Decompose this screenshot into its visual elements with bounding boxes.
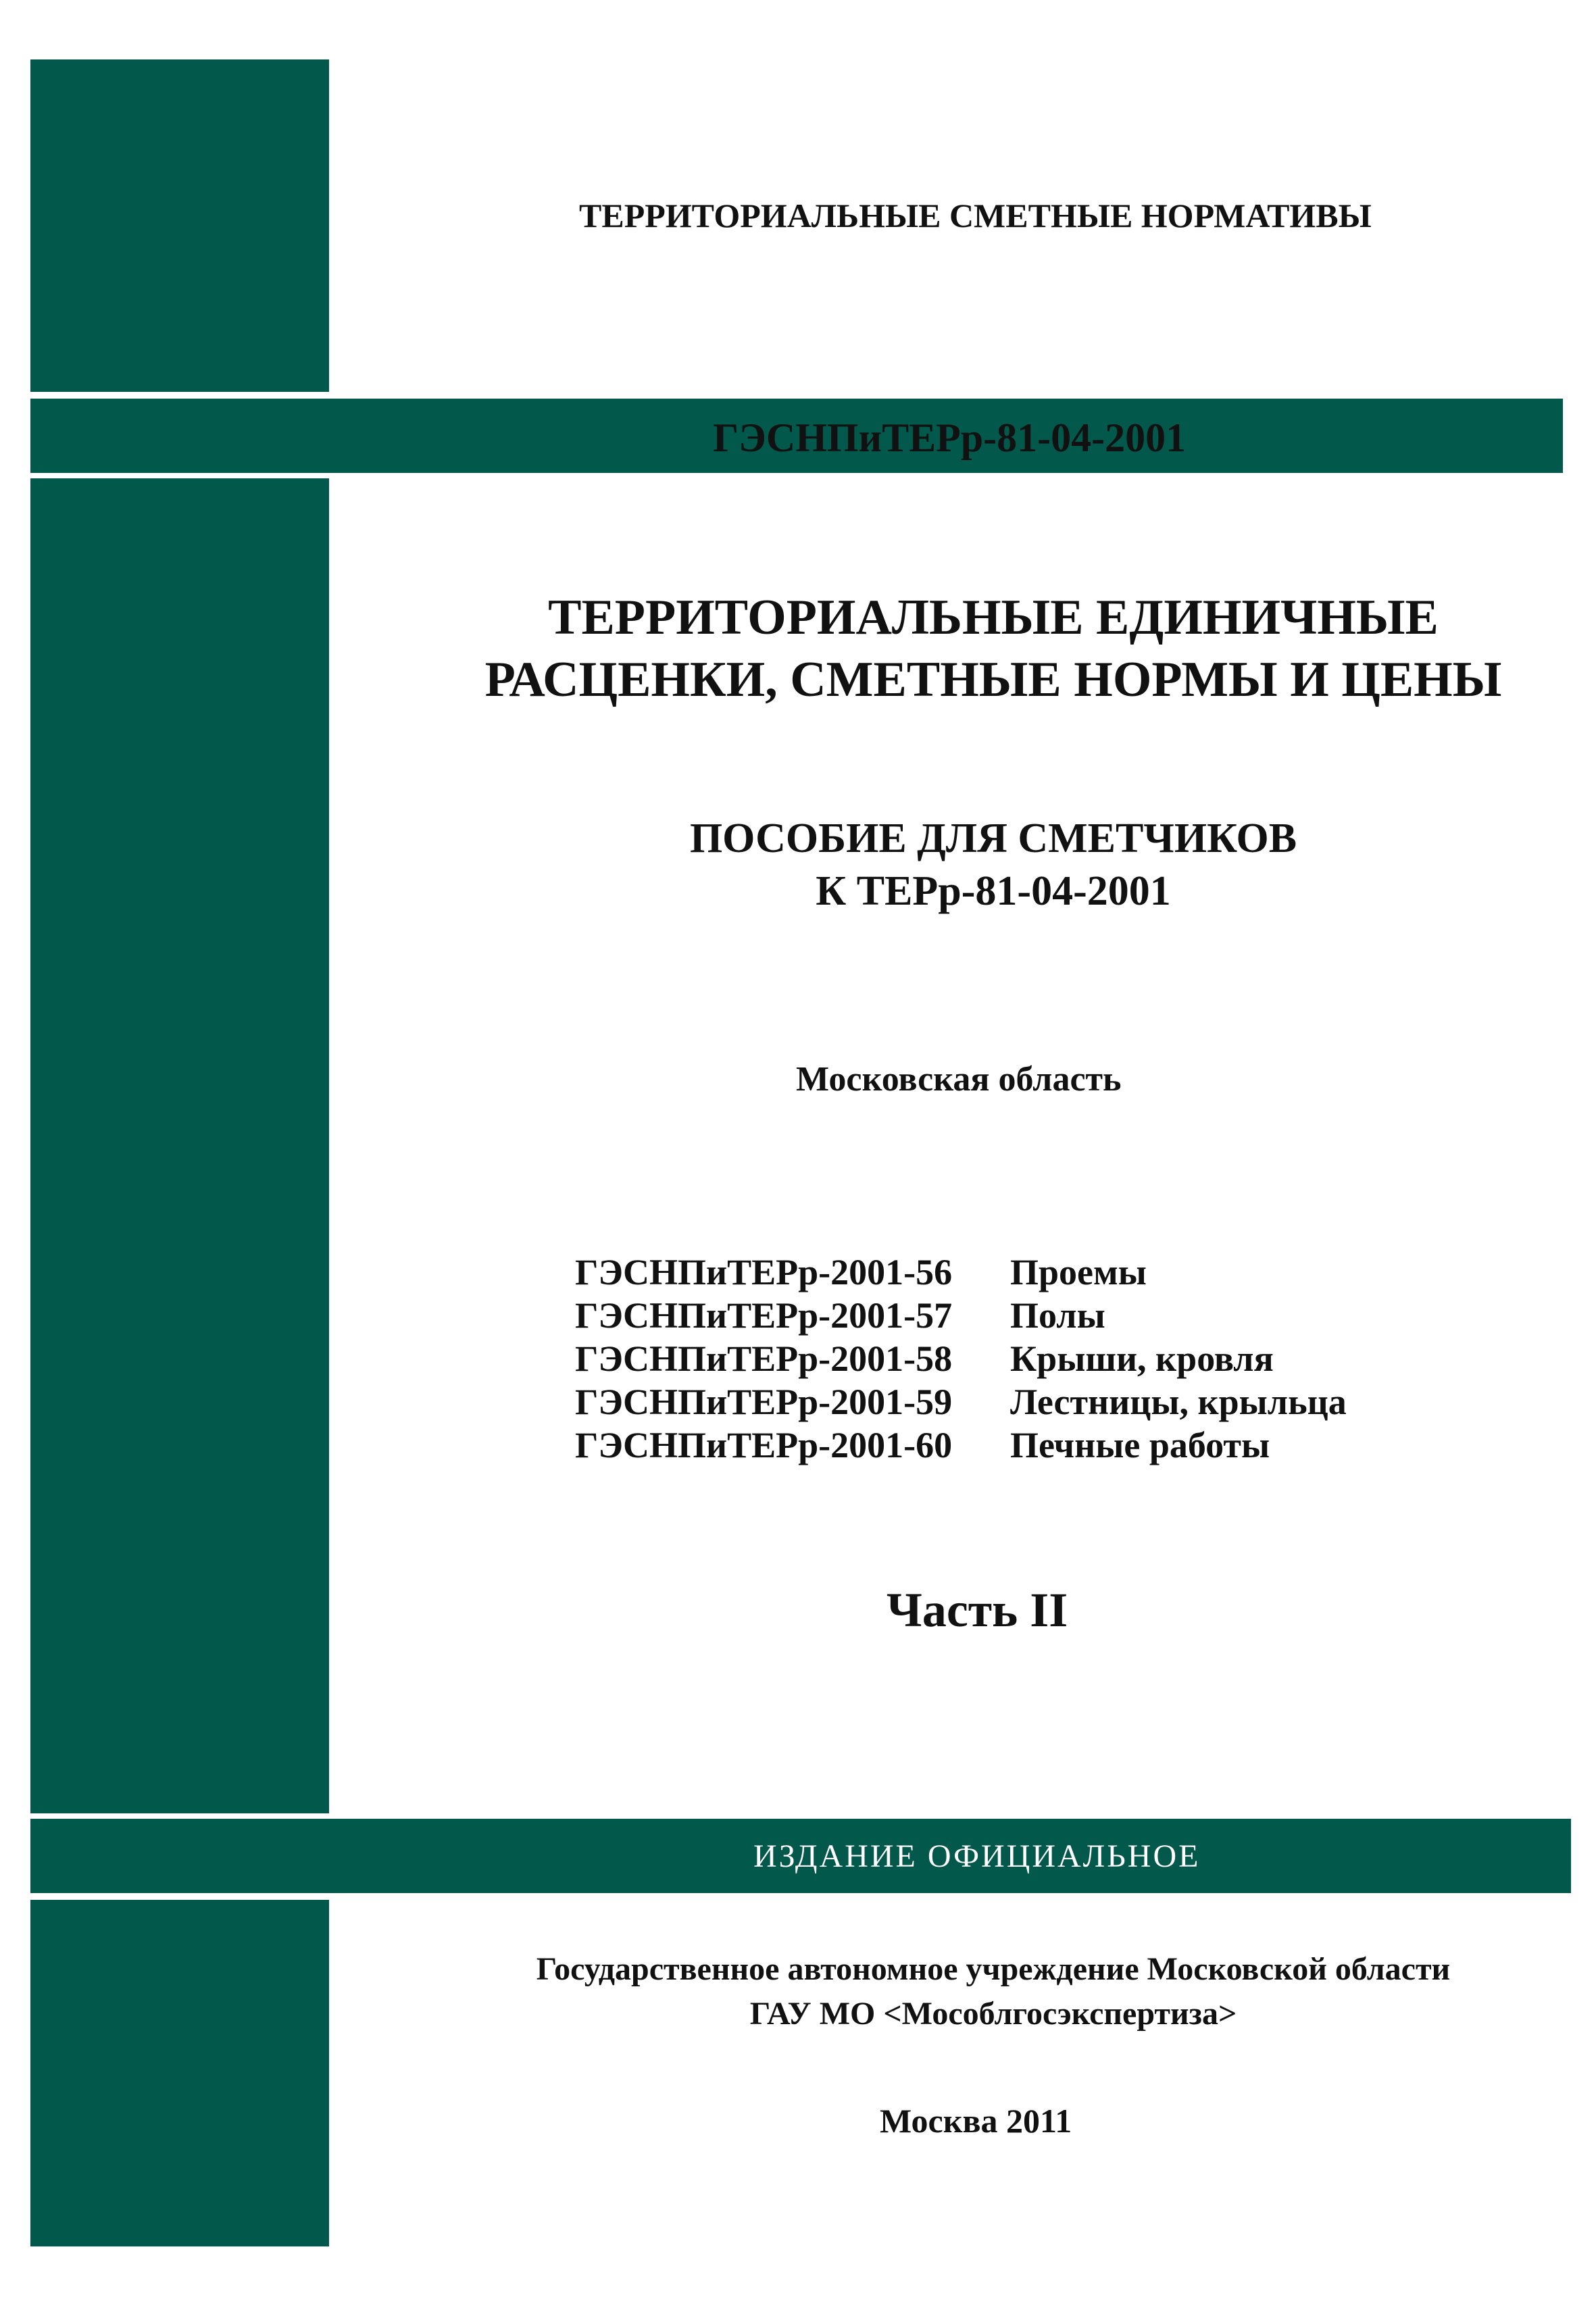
collection-title: Проемы (1010, 1252, 1147, 1292)
band-code: ГЭСНПиТЕРр-81-04-2001 (713, 416, 1187, 460)
main-title-line-1: ТЕРРИТОРИАЛЬНЫЕ ЕДИНИЧНЫЕ (548, 590, 1439, 645)
list-item (575, 1251, 1453, 1294)
collection-title: Полы (1010, 1295, 1105, 1336)
list-item (575, 1294, 1453, 1338)
collection-title: Печные работы (1010, 1425, 1270, 1465)
publisher-line-1: Государственное автономное учреждение Московской области (536, 1951, 1451, 1987)
region: Московская область (796, 1060, 1122, 1099)
collection-code: ГЭСНПиТЕРр-2001-56 (575, 1252, 953, 1292)
list-item (575, 1424, 1453, 1467)
subtitle-line-1: ПОСОБИЕ ДЛЯ СМЕТЧИКОВ (689, 815, 1297, 861)
collection-code: ГЭСНПиТЕРр-2001-58 (575, 1338, 953, 1379)
subtitle-line-2: К ТЕРр-81-04-2001 (816, 868, 1171, 914)
list-item (575, 1381, 1453, 1424)
main-title-line-2: РАСЦЕНКИ, СМЕТНЫЕ НОРМЫ И ЦЕНЫ (484, 652, 1502, 707)
part-label: Часть II (887, 1583, 1068, 1637)
subtitle (405, 812, 1581, 917)
top-title: ТЕРРИТОРИАЛЬНЫЕ СМЕТНЫЕ НОРМАТИВЫ (579, 197, 1372, 234)
left-bar-top (30, 59, 329, 392)
collection-title: Крыши, кровля (1010, 1338, 1274, 1379)
list-item (575, 1338, 1453, 1381)
publisher-line-2: ГАУ МО <Мособлгосэкспертиза> (749, 1996, 1237, 2032)
collection-title: Лестницы, крыльца (1010, 1382, 1347, 1422)
edition-label: ИЗДАНИЕ ОФИЦИАЛЬНОЕ (753, 1838, 1201, 1874)
collection-code: ГЭСНПиТЕРр-2001-59 (575, 1382, 953, 1422)
left-bar-bottom (30, 1900, 329, 2246)
publisher (405, 1947, 1581, 2036)
collections-list (575, 1251, 1453, 1474)
left-bar-middle (30, 478, 329, 1813)
collection-code: ГЭСНПиТЕРр-2001-57 (575, 1295, 953, 1336)
city-year: Москва 2011 (880, 2102, 1072, 2140)
collection-code: ГЭСНПиТЕРр-2001-60 (575, 1425, 953, 1465)
main-title (405, 586, 1581, 711)
